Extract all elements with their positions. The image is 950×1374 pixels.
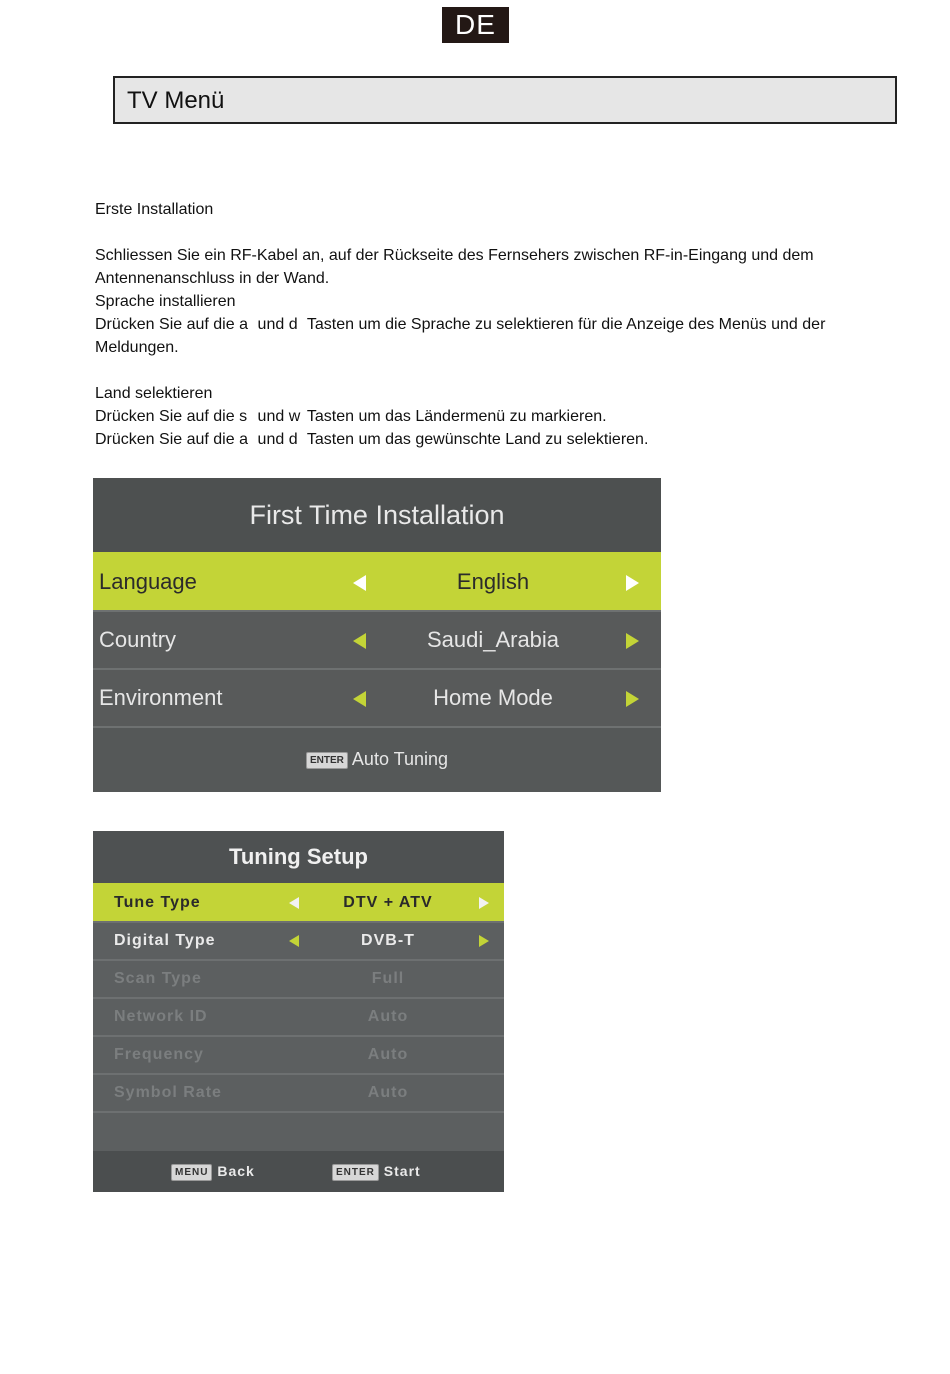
arrow-left-icon[interactable] (353, 575, 366, 591)
tune-row-value: DTV + ATV (343, 894, 433, 911)
fti-title: First Time Installation (93, 478, 661, 552)
tune-row-label: Digital Type (114, 932, 216, 949)
tune-row-value: Full (371, 970, 405, 987)
tune-row-frequency (93, 1035, 504, 1073)
tune-row-label: Tune Type (114, 894, 201, 911)
tune-row-scan-type (93, 959, 504, 997)
start-label: Start (383, 1163, 421, 1179)
auto-tuning-label: Auto Tuning (351, 749, 448, 769)
language-badge: DE (442, 7, 509, 43)
fti-row-language[interactable] (93, 552, 661, 610)
arrow-left-icon[interactable] (353, 691, 366, 707)
country-instruction-1: Drücken Sie auf die s und w Tasten um das Ländermenü zu markieren. (95, 405, 875, 428)
tune-row-value: DVB-T (361, 932, 415, 949)
key-d: d (288, 431, 298, 448)
fti-row-value: Saudi_Arabia (426, 627, 560, 652)
start-hint[interactable] (332, 1163, 421, 1181)
key-a: a (239, 316, 248, 333)
tune-row-value: Auto (367, 1046, 409, 1063)
instructions-text (95, 198, 875, 451)
tune-row-digital-type[interactable] (93, 921, 504, 959)
auto-tuning-hint[interactable] (93, 749, 661, 770)
arrow-right-icon[interactable] (479, 897, 489, 909)
tuning-setup-footer (93, 1151, 504, 1192)
enter-key-icon: ENTER (306, 752, 348, 769)
arrow-right-icon[interactable] (626, 575, 639, 591)
key-w: w (288, 408, 301, 425)
tune-row-label: Network ID (114, 1008, 208, 1025)
fti-row-label: Environment (99, 685, 223, 710)
arrow-right-icon[interactable] (479, 935, 489, 947)
section-title: TV Menü (127, 87, 225, 114)
back-hint[interactable] (171, 1163, 255, 1181)
fti-footer (93, 726, 661, 792)
heading-language: Sprache installieren (95, 293, 236, 310)
arrow-left-icon[interactable] (353, 633, 366, 649)
tune-row-value: Auto (367, 1084, 409, 1101)
enter-key-icon: ENTER (332, 1164, 379, 1181)
first-time-installation-panel (93, 478, 661, 792)
arrow-right-icon[interactable] (626, 691, 639, 707)
arrow-right-icon[interactable] (626, 633, 639, 649)
back-label: Back (217, 1163, 255, 1179)
tune-row-label: Frequency (114, 1046, 204, 1063)
rf-cable-paragraph: Schliessen Sie ein RF-Kabel an, auf der Rückseite des Fernsehers zwischen RF-in-Eingang und dem Antennenanschluss in der Wand. (95, 247, 814, 287)
key-s: s (239, 408, 248, 425)
tune-row-label: Scan Type (114, 970, 202, 987)
tune-row-empty (93, 1111, 504, 1151)
country-instruction-2: Drücken Sie auf die a und d Tasten um das gewünschte Land zu selektieren. (95, 428, 875, 451)
arrow-left-icon[interactable] (289, 897, 299, 909)
heading-country: Land selektieren (95, 385, 213, 402)
fti-row-value: English (456, 569, 530, 594)
fti-row-label: Language (99, 569, 197, 594)
arrow-left-icon[interactable] (289, 935, 299, 947)
fti-row-label: Country (99, 627, 177, 652)
key-a: a (239, 431, 248, 448)
heading-first-installation: Erste Installation (95, 201, 214, 218)
key-d: d (288, 316, 298, 333)
fti-row-environment[interactable] (93, 668, 661, 726)
section-title-box (113, 76, 897, 124)
fti-row-value: Home Mode (433, 685, 553, 710)
tune-row-network-id (93, 997, 504, 1035)
tuning-setup-title: Tuning Setup (93, 831, 504, 883)
menu-key-icon: MENU (171, 1164, 212, 1181)
tune-row-value: Auto (367, 1008, 409, 1025)
fti-row-country[interactable] (93, 610, 661, 668)
language-instruction: Drücken Sie auf die a und d Tasten um die Sprache zu selektieren für die Anzeige des Menüs und der Meldungen. (95, 313, 875, 359)
tune-row-symbol-rate (93, 1073, 504, 1111)
tuning-setup-panel (93, 831, 504, 1192)
tune-row-label: Symbol Rate (114, 1084, 222, 1101)
tune-row-tune-type[interactable] (93, 883, 504, 921)
